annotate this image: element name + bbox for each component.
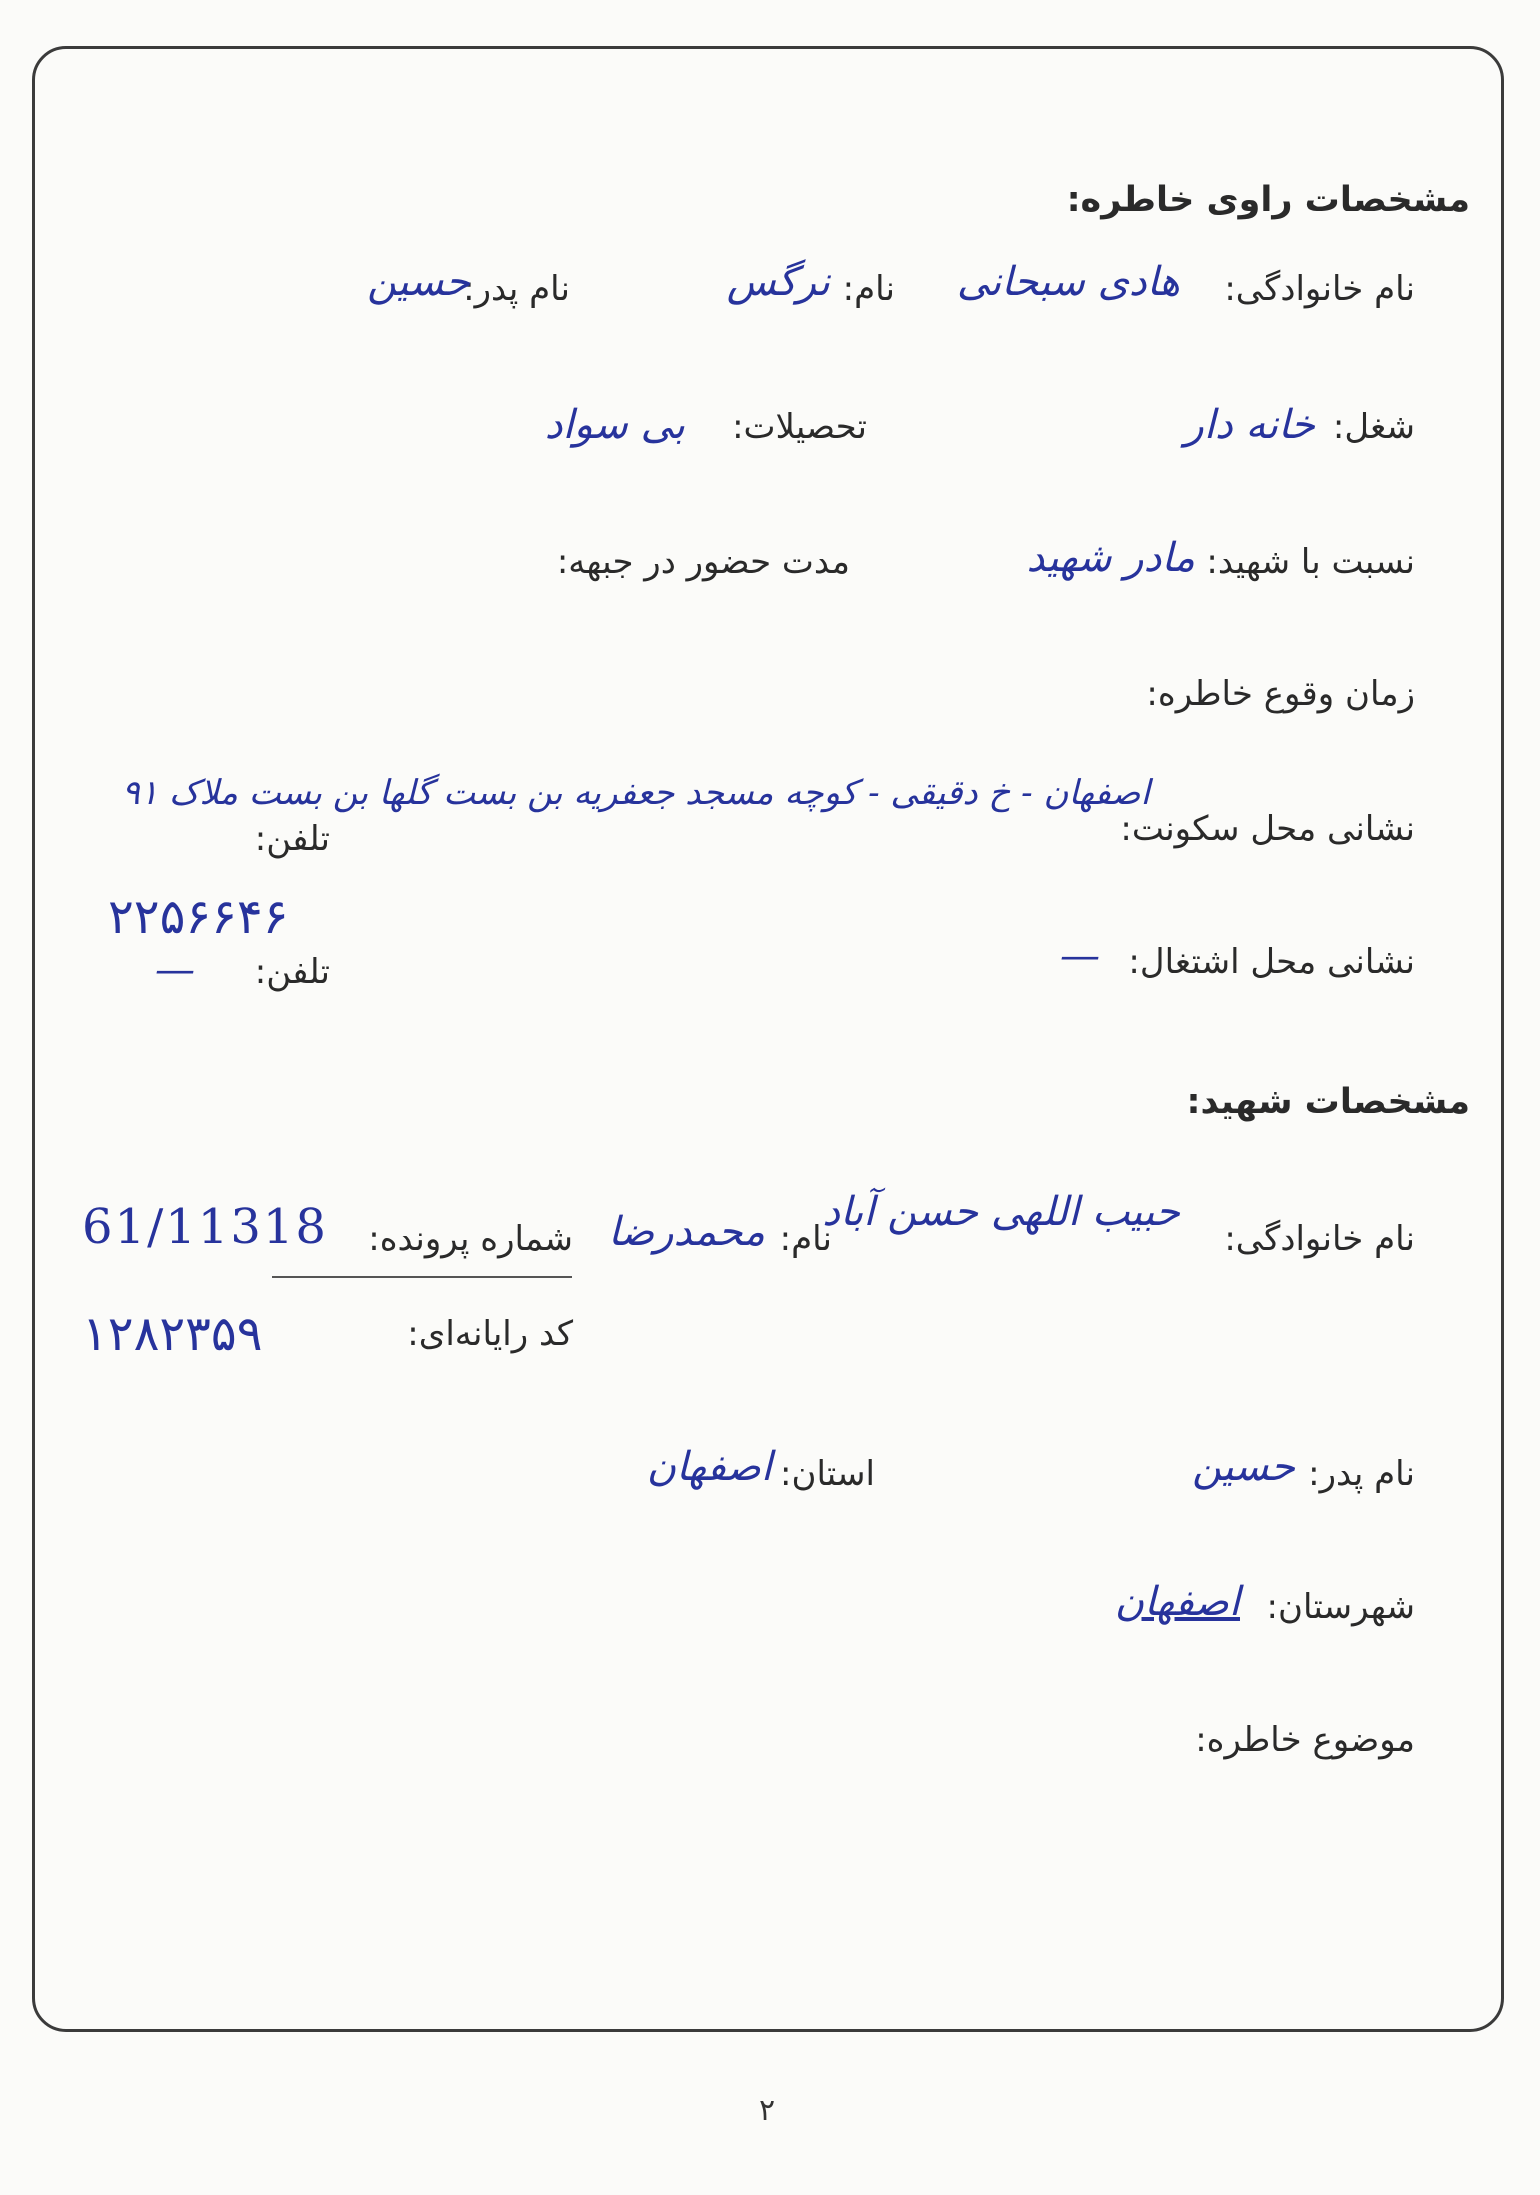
narrator-front-duration-label: مدت حضور در جبهه: bbox=[556, 542, 850, 582]
martyr-family-name-value: حبیب اللهی حسن آباد bbox=[822, 1189, 1180, 1235]
martyr-heading: مشخصات شهید: bbox=[1186, 1082, 1470, 1122]
narrator-work-address-value: — bbox=[1060, 933, 1100, 979]
martyr-computer-code-label: کد رایانه‌ای: bbox=[407, 1314, 573, 1354]
martyr-name-label: نام: bbox=[779, 1219, 832, 1259]
file-number-underline bbox=[272, 1276, 572, 1278]
narrator-father-label: نام پدر: bbox=[463, 269, 570, 309]
narrator-education-label: تحصیلات: bbox=[732, 407, 867, 447]
martyr-father-value: حسین bbox=[1192, 1444, 1295, 1490]
narrator-education-value: بی سواد bbox=[544, 402, 685, 448]
narrator-home-address-label: نشانی محل سکونت: bbox=[1120, 809, 1415, 849]
martyr-file-number-label: شماره پرونده: bbox=[368, 1219, 573, 1259]
narrator-father-value: حسین bbox=[367, 259, 470, 305]
martyr-province-label: استان: bbox=[780, 1454, 875, 1494]
martyr-memory-subject-label: موضوع خاطره: bbox=[1195, 1720, 1415, 1760]
narrator-home-address-value: اصفهان - خ دقیقی - کوچه مسجد جعفریه بن بست گلها بن بست ملاک ۹۱ bbox=[121, 773, 1150, 813]
martyr-city-label: شهرستان: bbox=[1266, 1587, 1415, 1627]
martyr-file-number-value: 61/11318 bbox=[82, 1199, 328, 1255]
martyr-family-name-label: نام خانوادگی: bbox=[1224, 1219, 1415, 1259]
narrator-home-phone-value: ۲۲۵۶۶۴۶ bbox=[108, 889, 289, 945]
narrator-relation-value: مادر شهید bbox=[1026, 535, 1195, 581]
narrator-family-name-label: نام خانوادگی: bbox=[1224, 269, 1415, 309]
martyr-city-value: اصفهان bbox=[1114, 1579, 1240, 1625]
narrator-work-address-label: نشانی محل اشتغال: bbox=[1128, 942, 1415, 982]
martyr-name-value: محمدرضا bbox=[608, 1209, 765, 1255]
narrator-name-value: نرگس bbox=[726, 259, 830, 305]
martyr-father-label: نام پدر: bbox=[1308, 1454, 1415, 1494]
narrator-memory-time-label: زمان وقوع خاطره: bbox=[1146, 674, 1415, 714]
page-number: ۲ bbox=[759, 2093, 776, 2128]
narrator-home-phone-label: تلفن: bbox=[254, 819, 330, 859]
narrator-job-value: خانه دار bbox=[1184, 402, 1315, 448]
narrator-relation-label: نسبت با شهید: bbox=[1206, 542, 1415, 582]
martyr-computer-code-value: ۱۲۸۲۳۵۹ bbox=[82, 1306, 263, 1362]
narrator-work-phone-label: تلفن: bbox=[254, 952, 330, 992]
narrator-name-label: نام: bbox=[842, 269, 895, 309]
narrator-work-phone-value: — bbox=[155, 947, 195, 993]
narrator-family-name-value: هادی سبحانی bbox=[956, 259, 1180, 305]
narrator-job-label: شغل: bbox=[1332, 407, 1415, 447]
martyr-province-value: اصفهان bbox=[646, 1444, 772, 1490]
narrator-heading: مشخصات راوی خاطره: bbox=[1066, 180, 1470, 220]
